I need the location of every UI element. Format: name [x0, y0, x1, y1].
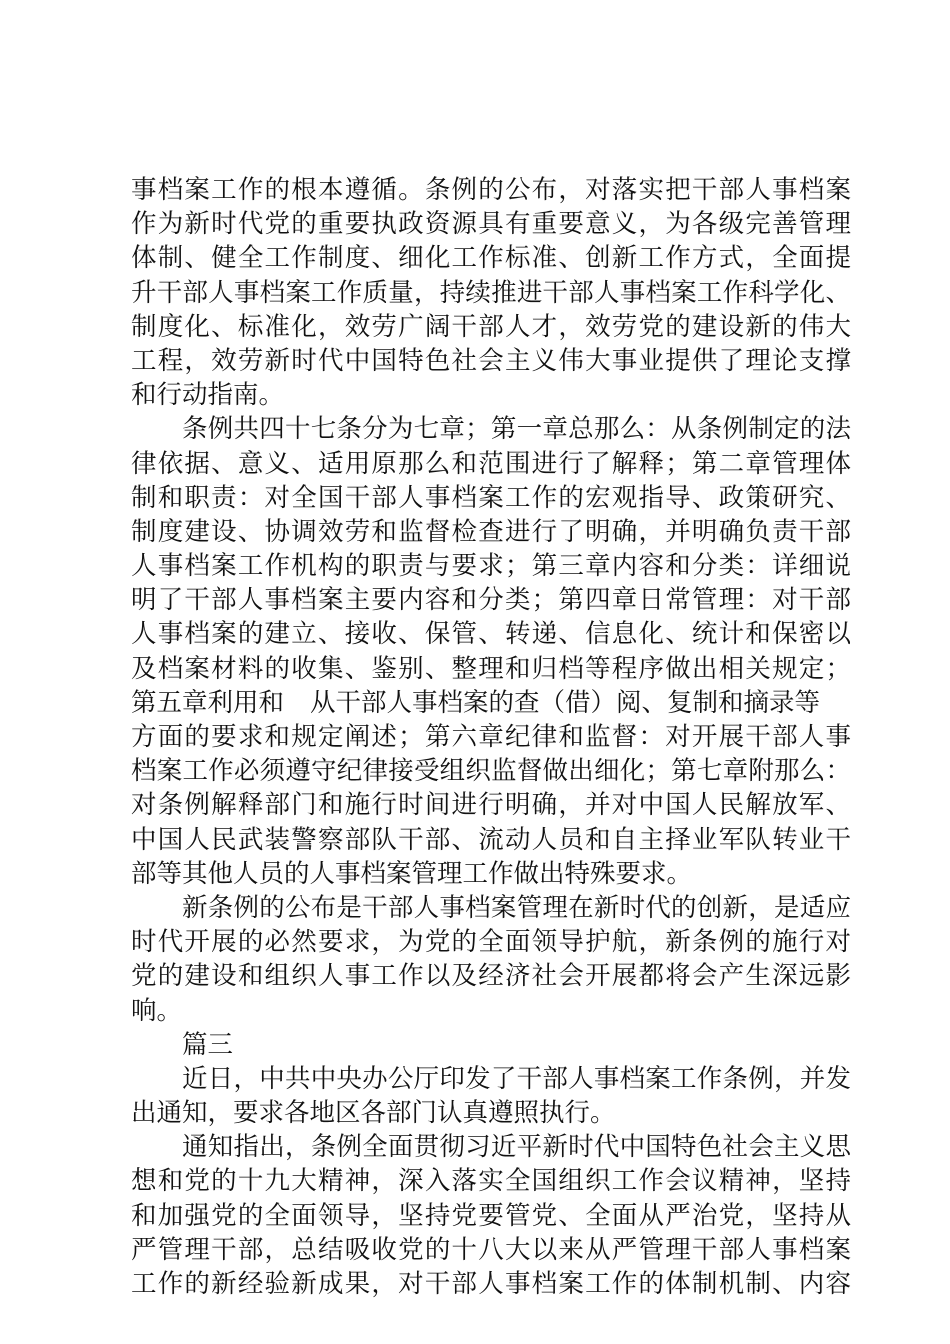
text-line: 想和党的十九大精神，深入落实全国组织工作会议精神，坚持	[131, 1166, 851, 1197]
text-line: 体制、健全工作制度、细化工作标准、创新工作方式，全面提	[131, 243, 851, 274]
text-line: 制度化、标准化，效劳广阔干部人才，效劳党的建设新的伟大	[131, 311, 851, 342]
text-line: 律依据、意义、适用原那么和范围进行了解释；第二章管理体	[131, 448, 851, 479]
paragraph-start-line: 近日，中共中央办公厅印发了干部人事档案工作条例，并发	[182, 1063, 851, 1094]
line-segment: 从干部人事档案的查（借）阅、复制和摘录等	[310, 687, 821, 718]
section-heading: 篇三	[182, 1029, 234, 1060]
text-line: 和行动指南。	[131, 380, 285, 411]
document-body	[131, 173, 851, 1301]
line-segment: 第五章利用和	[131, 687, 285, 718]
paragraph-start-line: 新条例的公布是干部人事档案管理在新时代的创新，是适应	[182, 892, 851, 923]
text-line: 作为新时代党的重要执政资源具有重要意义，为各级完善管理	[131, 209, 851, 240]
text-line: 中国人民武装警察部队干部、流动人员和自主择业军队转业干	[131, 824, 851, 855]
text-line: 工程，效劳新时代中国特色社会主义伟大事业提供了理论支撑	[131, 345, 851, 376]
text-line: 出通知，要求各地区各部门认真遵照执行。	[131, 1098, 616, 1129]
text-line: 部等其他人员的人事档案管理工作做出特殊要求。	[131, 858, 693, 889]
text-line: 和加强党的全面领导，坚持党要管党、全面从严治党，坚持从	[131, 1200, 851, 1231]
text-line: 党的建设和组织人事工作以及经济社会开展都将会产生深远影	[131, 961, 851, 992]
paragraph-start-line: 通知指出，条例全面贯彻习近平新时代中国特色社会主义思	[182, 1132, 851, 1163]
text-line: 时代开展的必然要求，为党的全面领导护航，新条例的施行对	[131, 927, 851, 958]
text-line: 明了干部人事档案主要内容和分类；第四章日常管理：对干部	[131, 585, 851, 616]
text-line: 方面的要求和规定阐述；第六章纪律和监督：对开展干部人事	[131, 722, 851, 752]
text-line: 对条例解释部门和施行时间进行明确，并对中国人民解放军、	[131, 790, 851, 821]
text-line: 档案工作必须遵守纪律接受组织监督做出细化；第七章附那么：	[131, 756, 851, 787]
text-line: 制和职责：对全国干部人事档案工作的宏观指导、政策研究、	[131, 482, 851, 513]
text-line: 响。	[131, 995, 183, 1026]
paragraph-start-line: 条例共四十七条分为七章；第一章总那么：从条例制定的法	[182, 414, 851, 445]
text-line: 制度建设、协调效劳和监督检查进行了明确，并明确负责干部	[131, 516, 851, 547]
text-line: 人事档案工作机构的职责与要求；第三章内容和分类：详细说	[131, 551, 851, 582]
text-line: 事档案工作的根本遵循。条例的公布，对落实把干部人事档案	[131, 175, 851, 205]
text-line: 人事档案的建立、接收、保管、转递、信息化、统计和保密以	[131, 619, 851, 650]
text-line-with-gap	[131, 686, 851, 720]
text-line: 严管理干部，总结吸收党的十八大以来从严管理干部人事档案	[131, 1234, 851, 1265]
text-line: 升干部人事档案工作质量，持续推进干部人事档案工作科学化、	[131, 277, 851, 308]
text-line: 及档案材料的收集、鉴别、整理和归档等程序做出相关规定；	[131, 653, 851, 684]
text-line: 工作的新经验新成果，对干部人事档案工作的体制机制、内容	[131, 1269, 851, 1299]
